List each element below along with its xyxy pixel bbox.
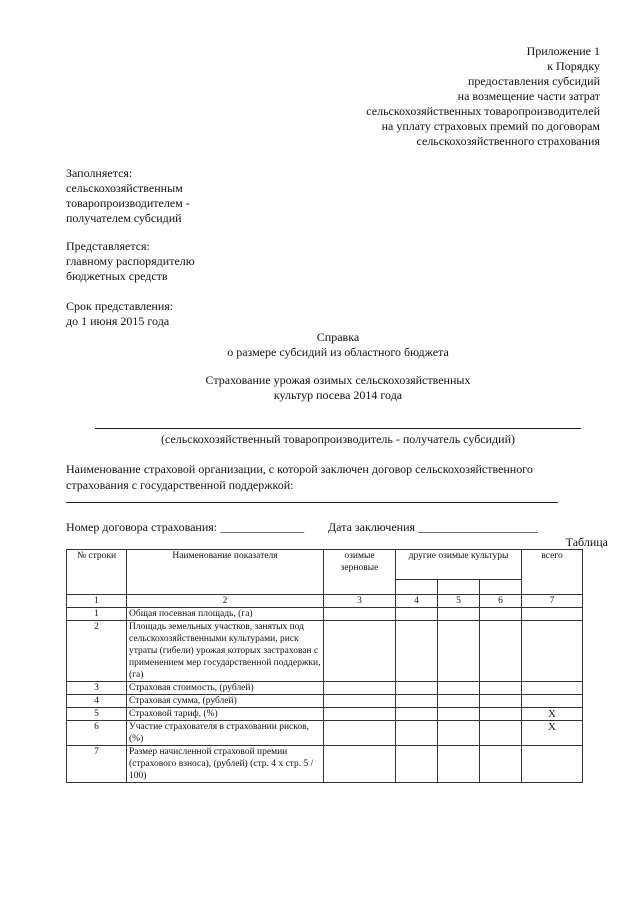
- row-indicator: Страховая стоимость, (рублей): [127, 682, 324, 695]
- row-number: 6: [67, 721, 127, 746]
- row-total: [522, 621, 583, 682]
- table-row: [67, 695, 583, 708]
- filled-by-block: [66, 166, 190, 226]
- colnum-cell: 3: [324, 595, 396, 608]
- header-line: на уплату страховых премий по договорам: [381, 119, 600, 133]
- submitted-to-line: бюджетных средств: [66, 269, 168, 283]
- row-cell: [438, 682, 480, 695]
- subsidy-table: [66, 549, 583, 783]
- row-cell: [324, 695, 396, 708]
- row-cell: [396, 608, 438, 621]
- deadline-label: Срок представления:: [66, 299, 174, 313]
- row-number: 3: [67, 682, 127, 695]
- table-row: [67, 721, 583, 746]
- row-cell: [396, 721, 438, 746]
- row-cell: [438, 608, 480, 621]
- title-line-4: культур посева 2014 года: [273, 388, 403, 402]
- row-cell: [324, 746, 396, 783]
- row-cell: [480, 721, 522, 746]
- row-cell: [480, 708, 522, 721]
- insurer-line-1: Наименование страховой организации, с которой заключен договор сельскохозяйственного: [66, 462, 533, 476]
- row-cell: [480, 746, 522, 783]
- row-cell: [324, 682, 396, 695]
- row-cell: [438, 708, 480, 721]
- producer-caption: (сельскохозяйственный товаропроизводитель - получатель субсидий): [161, 432, 515, 446]
- table-header-row: [67, 550, 583, 580]
- title-line-2: о размере субсидий из областного бюджета: [227, 345, 449, 359]
- table-row: [67, 746, 583, 783]
- header-total: всего: [522, 550, 583, 595]
- submitted-to-block: [66, 239, 195, 284]
- row-cell: [396, 621, 438, 682]
- row-total: [522, 608, 583, 621]
- row-cell: [396, 695, 438, 708]
- row-number: 2: [67, 621, 127, 682]
- row-indicator: Общая посевная площадь, (га): [127, 608, 324, 621]
- table-label: Таблица: [565, 535, 608, 549]
- row-total: X: [522, 721, 583, 746]
- row-cell: [396, 708, 438, 721]
- row-total: [522, 682, 583, 695]
- subheader-cell: [396, 580, 438, 595]
- title-line-1: Справка: [316, 330, 360, 344]
- colnum-cell: 7: [522, 595, 583, 608]
- header-line: к Порядку: [547, 59, 600, 73]
- table-row: [67, 708, 583, 721]
- row-cell: [480, 621, 522, 682]
- header-other-winter: другие озимые культуры: [396, 550, 522, 580]
- header-line: Приложение 1: [526, 44, 600, 58]
- subheader-cell: [480, 580, 522, 595]
- row-cell: [438, 746, 480, 783]
- deadline-block: [66, 299, 173, 329]
- colnum-cell: 5: [438, 595, 480, 608]
- deadline-value: до 1 июня 2015 года: [66, 314, 170, 328]
- colnum-cell: 4: [396, 595, 438, 608]
- row-cell: [324, 608, 396, 621]
- header-line: сельскохозяйственного страхования: [416, 134, 600, 148]
- header-row-no: № строки: [67, 550, 127, 595]
- contract-date-label: Дата заключения ____________________: [328, 520, 539, 534]
- table-row: [67, 682, 583, 695]
- subheader-cell: [438, 580, 480, 595]
- table-row: [67, 608, 583, 621]
- row-indicator: Страховая сумма, (рублей): [127, 695, 324, 708]
- row-cell: [396, 746, 438, 783]
- row-total: X: [522, 708, 583, 721]
- row-number: 1: [67, 608, 127, 621]
- header-winter-grain: озимые зерновые: [324, 550, 396, 595]
- insurer-line-2: страхования с государственной поддержкой:: [66, 478, 294, 492]
- title-line-3: Страхование урожая озимых сельскохозяйственных: [205, 373, 471, 387]
- header-block: [366, 44, 600, 149]
- row-number: 5: [67, 708, 127, 721]
- table-colnum-row: [67, 595, 583, 608]
- contract-number-label: Номер договора страхования: ______________: [66, 520, 305, 534]
- filled-by-line: товаропроизводителем -: [66, 196, 190, 210]
- row-indicator: Страховой тариф, (%): [127, 708, 324, 721]
- row-cell: [438, 621, 480, 682]
- row-indicator: Участие страхователя в страховании рисков, (%): [127, 721, 324, 746]
- header-indicator: Наименование показателя: [127, 550, 324, 595]
- colnum-cell: 2: [127, 595, 324, 608]
- table-row: [67, 621, 583, 682]
- row-number: 4: [67, 695, 127, 708]
- header-line: на возмещение части затрат: [457, 89, 600, 103]
- filled-by-label: Заполняется:: [66, 166, 133, 180]
- row-cell: [438, 721, 480, 746]
- row-cell: [324, 721, 396, 746]
- producer-underline: [95, 428, 581, 429]
- row-cell: [480, 695, 522, 708]
- row-cell: [324, 708, 396, 721]
- header-line: предоставления субсидий: [467, 74, 600, 88]
- row-cell: [324, 621, 396, 682]
- header-line: сельскохозяйственных товаропроизводителей: [366, 104, 600, 118]
- filled-by-line: получателем субсидий: [66, 211, 182, 225]
- row-total: [522, 695, 583, 708]
- filled-by-line: сельскохозяйственным: [66, 181, 183, 195]
- row-cell: [396, 682, 438, 695]
- submitted-to-line: главному распорядителю: [66, 254, 195, 268]
- row-total: [522, 746, 583, 783]
- row-indicator: Площадь земельных участков, занятых под сельскохозяйственными культурами, риск утраты (гибели) урожая которых застрахован с применением мер государственной поддержки, (га): [127, 621, 324, 682]
- row-number: 7: [67, 746, 127, 783]
- row-indicator: Размер начисленной страховой премии (страхового взноса), (рублей) (стр. 4 х стр. 5 / 100): [127, 746, 324, 783]
- row-cell: [480, 608, 522, 621]
- row-cell: [438, 695, 480, 708]
- colnum-cell: 1: [67, 595, 127, 608]
- submitted-to-label: Представляется:: [66, 239, 150, 253]
- insurer-underline: [66, 502, 558, 503]
- colnum-cell: 6: [480, 595, 522, 608]
- row-cell: [480, 682, 522, 695]
